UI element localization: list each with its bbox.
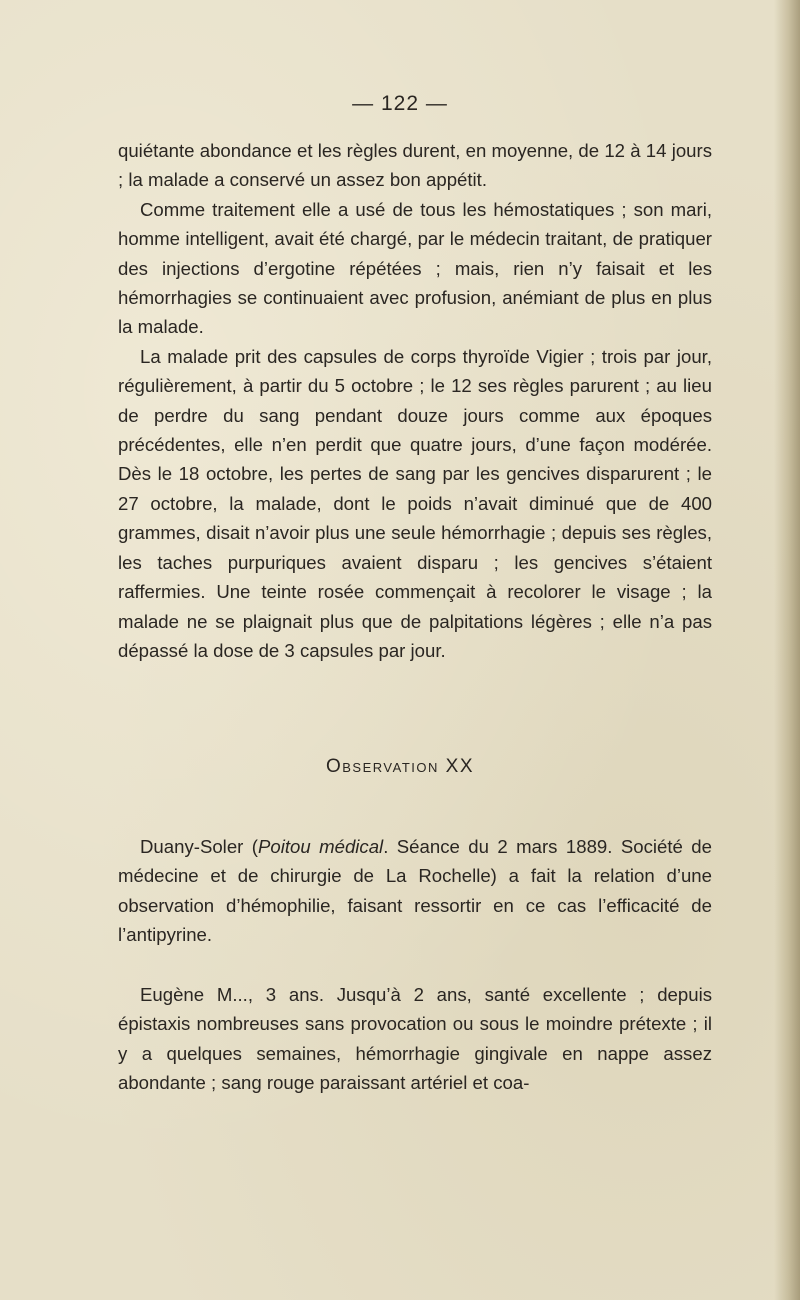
heading-word: Observation	[325, 756, 439, 777]
paragraph	[118, 832, 712, 950]
text-block-intro	[118, 136, 712, 665]
page-number: — 122 —	[352, 92, 448, 115]
paragraph: La malade prit des capsules de corps thyroïde Vigier ; trois par jour, régulièrement, à partir du 5 octobre ; le 12 ses règles parurent ; au lieu de perdre du sang pendant douze jours comme aux époques précédentes, elle n’en perdit que quatre jours, d’une façon modérée. Dès le 18 octobre, les pertes de sang par les gencives disparurent ; le 27 octobre, la malade, dont le poids n’avait diminué que de 400 grammes, disait n’avoir plus une seule hémorrhagie ; depuis ses règles, les taches purpuriques avaient disparu ; les gencives s’étaient raffermies. Une teinte rosée commençait à recolorer le visage ; la malade ne se plaignait plus que de palpitations légères ; elle n’a pas dépassé la dose de 3 capsules par jour.	[118, 345, 712, 661]
paragraph: Comme traitement elle a usé de tous les hémostatiques ; son mari, homme intelligent, avait été chargé, par le médecin traitant, de pratiquer des injections d’ergotine répétées ; mais, rien n’y faisait et les hémorrhagies se continuaient avec profusion, anémiant de plus en plus la malade.	[118, 198, 712, 338]
journal-title: Poitou médical	[257, 836, 384, 857]
text-block-case	[118, 980, 712, 1098]
page-edge-shadow	[774, 0, 800, 1300]
text-block-reference	[118, 832, 712, 950]
author-name: Duany-Soler (	[140, 836, 258, 857]
section-heading	[0, 756, 800, 778]
reference-text: . Séance du 2 mars 1889. Société de médecine et de chirurgie de La Rochelle) a fait la relation d’une observation d’hémophilie, faisant ressortir en ce cas l’efficacité de l’antipyrine.	[118, 836, 712, 946]
paragraph: quiétante abondance et les règles durent, en moyenne, de 12 à 14 jours ; la malade a conservé un assez bon appétit.	[118, 140, 712, 191]
heading-numeral: XX	[445, 756, 475, 777]
paragraph: Eugène M..., 3 ans. Jusqu’à 2 ans, santé excellente ; depuis épistaxis nombreuses sans provocation ou sous le moindre prétexte ; il y a quelques semaines, hémorrhagie gingivale en nappe assez abondante ; sang rouge paraissant artériel et coa-	[118, 984, 712, 1094]
